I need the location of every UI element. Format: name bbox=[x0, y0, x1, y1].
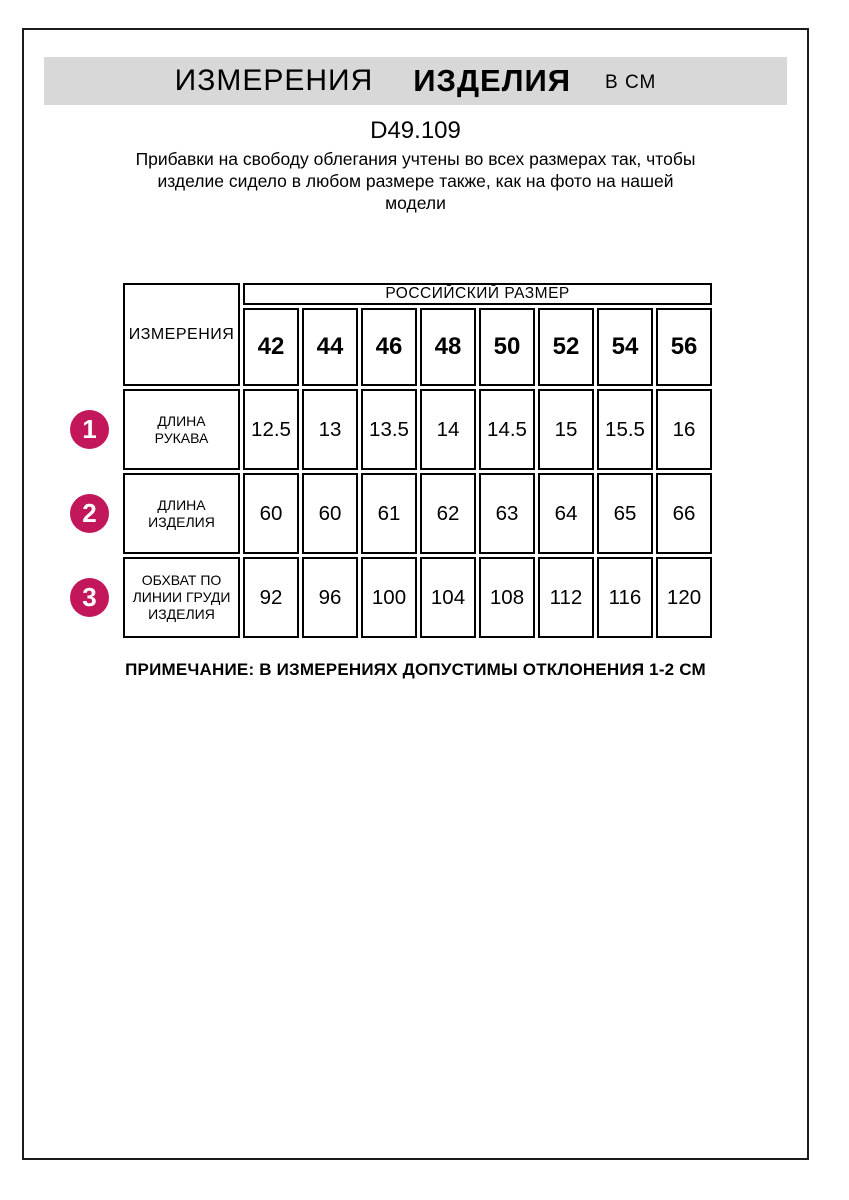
table-row bbox=[123, 283, 712, 305]
measurements-header: ИЗМЕРЕНИЯ bbox=[123, 283, 240, 386]
description bbox=[24, 148, 807, 214]
description-line: модели bbox=[385, 193, 446, 213]
cell-value: 15.5 bbox=[597, 389, 653, 470]
size-col-header: 52 bbox=[538, 308, 594, 386]
size-col-header: 54 bbox=[597, 308, 653, 386]
size-col-header: 46 bbox=[361, 308, 417, 386]
title-measurements: ИЗМЕРЕНИЯ bbox=[174, 64, 374, 97]
cell-value: 116 bbox=[597, 557, 653, 638]
cell-value: 62 bbox=[420, 473, 476, 554]
cell-value: 65 bbox=[597, 473, 653, 554]
table-row bbox=[123, 389, 712, 470]
cell-value: 13.5 bbox=[361, 389, 417, 470]
table-row bbox=[123, 557, 712, 638]
cell-value: 14 bbox=[420, 389, 476, 470]
title-product: ИЗДЕЛИЯ bbox=[413, 63, 572, 98]
row-label-sleeve-length: ДЛИНА РУКАВА bbox=[123, 389, 240, 470]
cell-value: 96 bbox=[302, 557, 358, 638]
cell-value: 92 bbox=[243, 557, 299, 638]
product-code: D49.109 bbox=[370, 117, 461, 144]
size-col-header: 50 bbox=[479, 308, 535, 386]
cell-value: 63 bbox=[479, 473, 535, 554]
cell-value: 104 bbox=[420, 557, 476, 638]
cell-value: 108 bbox=[479, 557, 535, 638]
title-unit: В СМ bbox=[605, 72, 657, 93]
cell-value: 61 bbox=[361, 473, 417, 554]
size-col-header: 56 bbox=[656, 308, 712, 386]
row-badge-1: 1 bbox=[70, 410, 109, 449]
description-line: изделие сидело в любом размере также, как на фото на нашей bbox=[157, 171, 674, 191]
description-line: Прибавки на свободу облегания учтены во всех размерах так, чтобы bbox=[135, 149, 696, 169]
cell-value: 16 bbox=[656, 389, 712, 470]
cell-value: 12.5 bbox=[243, 389, 299, 470]
cell-value: 112 bbox=[538, 557, 594, 638]
cell-value: 15 bbox=[538, 389, 594, 470]
table-zone bbox=[24, 280, 807, 641]
cell-value: 100 bbox=[361, 557, 417, 638]
tolerance-note: ПРИМЕЧАНИЕ: В ИЗМЕРЕНИЯХ ДОПУСТИМЫ ОТКЛОНЕНИЯ 1-2 СМ bbox=[125, 660, 706, 679]
title-band bbox=[44, 57, 787, 105]
cell-value: 60 bbox=[243, 473, 299, 554]
size-col-header: 44 bbox=[302, 308, 358, 386]
page-frame bbox=[22, 28, 809, 1160]
cell-value: 120 bbox=[656, 557, 712, 638]
cell-value: 66 bbox=[656, 473, 712, 554]
size-col-header: 42 bbox=[243, 308, 299, 386]
row-badge-3: 3 bbox=[70, 578, 109, 617]
table-row bbox=[123, 473, 712, 554]
cell-value: 64 bbox=[538, 473, 594, 554]
cell-value: 13 bbox=[302, 389, 358, 470]
size-group-header: РОССИЙСКИЙ РАЗМЕР bbox=[243, 283, 712, 305]
row-badge-2: 2 bbox=[70, 494, 109, 533]
size-col-header: 48 bbox=[420, 308, 476, 386]
size-table bbox=[120, 280, 715, 641]
row-label-item-length: ДЛИНА ИЗДЕЛИЯ bbox=[123, 473, 240, 554]
cell-value: 14.5 bbox=[479, 389, 535, 470]
cell-value: 60 bbox=[302, 473, 358, 554]
row-label-chest-girth: ОБХВАТ ПО ЛИНИИ ГРУДИ ИЗДЕЛИЯ bbox=[123, 557, 240, 638]
